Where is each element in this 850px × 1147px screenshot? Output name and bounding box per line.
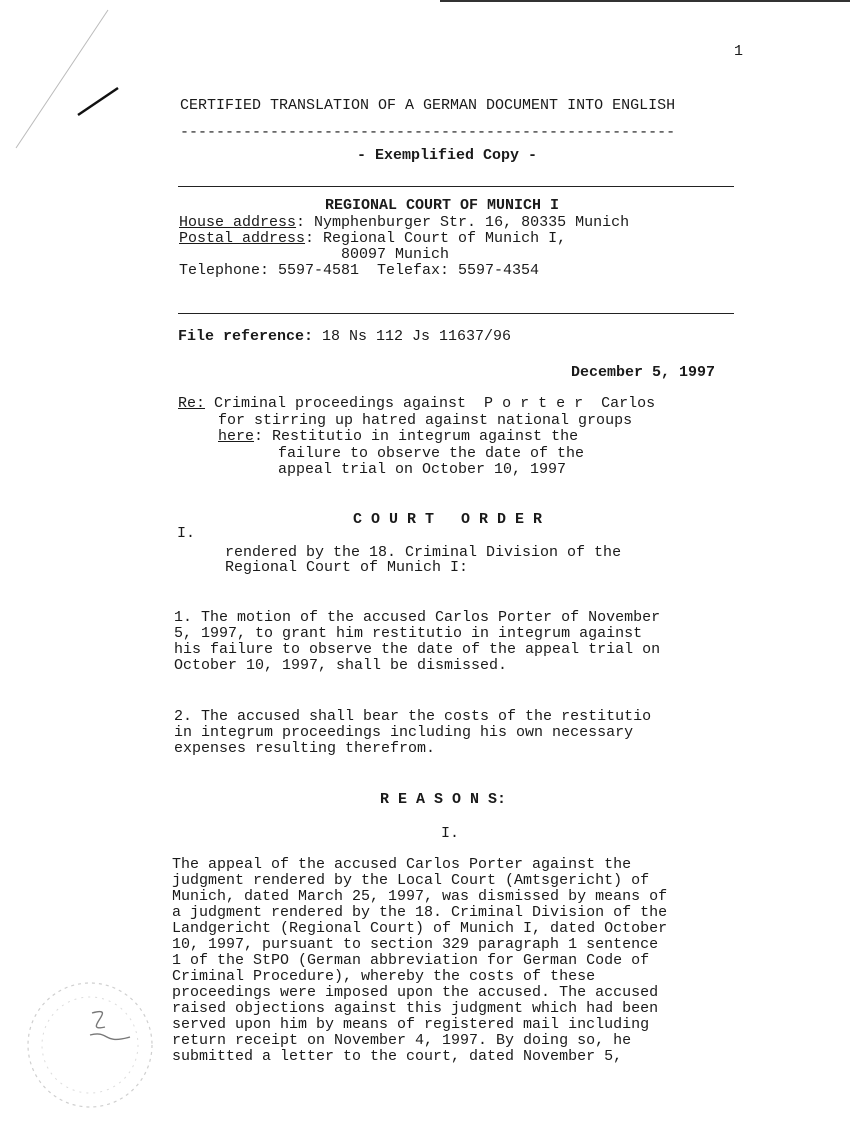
order-item-2 — [174, 709, 731, 757]
scan-top-edge — [440, 0, 850, 2]
reasons-line: raised objections against this judgment which had been — [172, 1000, 659, 1017]
postal-address — [179, 231, 566, 247]
court-name: REGIONAL COURT OF MUNICH I — [325, 197, 560, 214]
court-order-heading: C O U R T O R D E R — [353, 511, 543, 528]
header-divider — [178, 186, 734, 187]
here-text: : Restitutio in integrum against the — [254, 428, 579, 445]
order-item-1-line: 5, 1997, to grant him restitutio in integrum against — [174, 625, 643, 642]
file-reference — [178, 329, 511, 345]
order-intro-2: Regional Court of Munich I: — [225, 559, 469, 576]
re-label: Re: — [178, 395, 206, 412]
house-address — [179, 215, 629, 231]
here-label: here — [218, 428, 255, 445]
order-item-1-line: October 10, 1997, shall be dismissed. — [174, 657, 508, 674]
order-roman-numeral: I. — [177, 525, 196, 542]
house-address-label: House address — [179, 214, 297, 231]
postal-address-label: Postal address — [179, 230, 306, 247]
telephone-line: Telephone: 5597-4581 Telefax: 5597-4354 — [179, 262, 540, 279]
postal-address-value: : Regional Court of Munich I, — [305, 230, 567, 247]
reasons-line: Criminal Procedure), whereby the costs of these — [172, 968, 596, 985]
house-address-value: : Nymphenburger Str. 16, 80335 Munich — [296, 214, 630, 231]
order-item-2-line: expenses resulting therefrom. — [174, 740, 436, 757]
re-line-3 — [218, 429, 578, 445]
faint-stamp-icon — [10, 975, 170, 1135]
reasons-line: 10, 1997, pursuant to section 329 paragraph 1 sentence — [172, 936, 659, 953]
document-date: December 5, 1997 — [571, 364, 716, 381]
reasons-roman-numeral: I. — [441, 825, 460, 842]
document-title: CERTIFIED TRANSLATION OF A GERMAN DOCUMENT INTO ENGLISH — [180, 97, 676, 114]
reasons-line: return receipt on November 4, 1997. By doing so, he — [172, 1032, 632, 1049]
page-number: 1 — [734, 43, 744, 60]
reasons-line: Munich, dated March 25, 1997, was dismissed by means of — [172, 888, 668, 905]
dashed-separator: ------------------------------------------------------- — [180, 124, 676, 141]
file-reference-label: File reference: — [178, 328, 314, 345]
order-item-1 — [174, 610, 731, 674]
order-intro-1: rendered by the 18. Criminal Division of the — [225, 544, 622, 561]
order-item-1-line: 1. The motion of the accused Carlos Porter of November — [174, 609, 661, 626]
reasons-line: The appeal of the accused Carlos Porter against the — [172, 856, 632, 873]
copy-type-label: - Exemplified Copy - — [357, 147, 538, 164]
re-line-2: for stirring up hatred against national groups — [218, 412, 633, 429]
pen-mark-icon — [0, 0, 130, 160]
re-subject: Criminal proceedings against P o r t e r Carlos — [205, 395, 656, 412]
reasons-line: proceedings were imposed upon the accused. The accused — [172, 984, 659, 1001]
reasons-line: judgment rendered by the Local Court (Amtsgericht) of — [172, 872, 650, 889]
order-item-2-line: 2. The accused shall bear the costs of the restitutio — [174, 708, 652, 725]
reasons-heading: R E A S O N S: — [380, 791, 507, 808]
file-reference-value: 18 Ns 112 Js 11637/96 — [313, 328, 512, 345]
re-line-4: failure to observe the date of the — [278, 445, 585, 462]
re-line-5: appeal trial on October 10, 1997 — [278, 461, 567, 478]
reasons-line: served upon him by means of registered mail including — [172, 1016, 650, 1033]
reasons-line: a judgment rendered by the 18. Criminal Division of the — [172, 904, 668, 921]
order-item-1-line: his failure to observe the date of the appeal trial on — [174, 641, 661, 658]
re-line-1 — [178, 396, 655, 412]
postal-city: 80097 Munich — [341, 246, 450, 263]
order-item-2-line: in integrum proceedings including his own necessary — [174, 724, 634, 741]
reasons-paragraph — [172, 857, 729, 1065]
reasons-line: Landgericht (Regional Court) of Munich I, dated October — [172, 920, 668, 937]
court-divider — [178, 313, 734, 314]
reasons-line: submitted a letter to the court, dated November 5, — [172, 1048, 623, 1065]
reasons-line: 1 of the StPO (German abbreviation for German Code of — [172, 952, 650, 969]
